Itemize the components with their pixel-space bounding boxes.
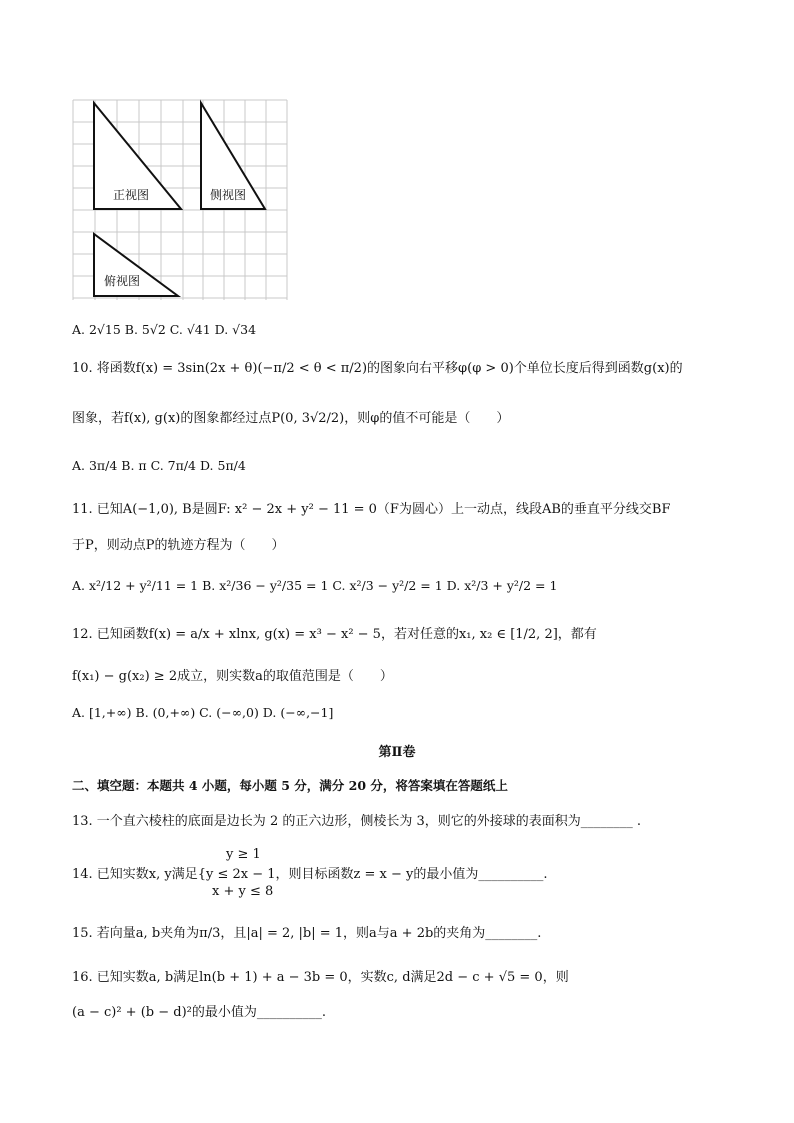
- q9-options: A. 2√15 B. 5√2 C. √41 D. √34: [72, 322, 257, 337]
- part2-title: 第Ⅱ卷: [378, 745, 416, 760]
- q14-constraint-1: y ≥ 1: [226, 847, 261, 862]
- q13-text: 13. 一个直六棱柱的底面是边长为 2 的正六边形，侧棱长为 3，则它的外接球的表面积为________ .: [72, 814, 642, 829]
- q14-main: 14. 已知实数x, y满足{y ≤ 2x − 1，则目标函数z = x − y的最小值为__________.: [72, 867, 548, 882]
- q12-line2: f(x₁) − g(x₂) ≥ 2成立，则实数a的取值范围是（ ）: [72, 669, 393, 684]
- q12-line1: 12. 已知函数f(x) = a/x + xlnx, g(x) = x³ − x² − 5，若对任意的x₁, x₂ ∈ [1/2, 2]，都有: [72, 627, 597, 642]
- q16-line1: 16. 已知实数a, b满足ln(b + 1) + a − 3b = 0，实数c, d满足2d − c + √5 = 0，则: [72, 970, 569, 985]
- q11-line2: 于P，则动点P的轨迹方程为（ ）: [72, 538, 285, 553]
- side-view-label: 侧视图: [210, 188, 247, 202]
- q10-line1: 10. 将函数f(x) = 3sin(2x + θ)(−π/2 < θ < π/2)的图象向右平移φ(φ > 0)个单位长度后得到函数g(x)的: [72, 361, 683, 376]
- q11-options: A. x²/12 + y²/11 = 1 B. x²/36 − y²/35 = 1 C. x²/3 − y²/2 = 1 D. x²/3 + y²/2 = 1: [72, 578, 558, 593]
- q12-options: A. [1,+∞) B. (0,+∞) C. (−∞,0) D. (−∞,−1]: [72, 705, 334, 720]
- q10-options: A. 3π/4 B. π C. 7π/4 D. 5π/4: [72, 458, 246, 473]
- q11-line1: 11. 已知A(−1,0), B是圆F: x² − 2x + y² − 11 = 0（F为圆心）上一动点，线段AB的垂直平分线交BF: [72, 502, 671, 517]
- q14-constraint-3: x + y ≤ 8: [212, 884, 274, 899]
- part2-heading: 二、填空题：本题共 4 小题，每小题 5 分，满分 20 分，将答案填在答题纸上: [72, 778, 508, 793]
- q15-text: 15. 若向量a, b夹角为π/3，且|a| = 2, |b| = 1，则a与a + 2b的夹角为________.: [72, 926, 542, 941]
- q10-line2: 图象，若f(x), g(x)的图象都经过点P(0, 3√2/2)，则φ的值不可能是（ ）: [72, 411, 510, 426]
- q16-line2: (a − c)² + (b − d)²的最小值为__________.: [72, 1005, 326, 1020]
- top-view-label: 俯视图: [104, 274, 141, 288]
- front-view-label: 正视图: [113, 188, 150, 202]
